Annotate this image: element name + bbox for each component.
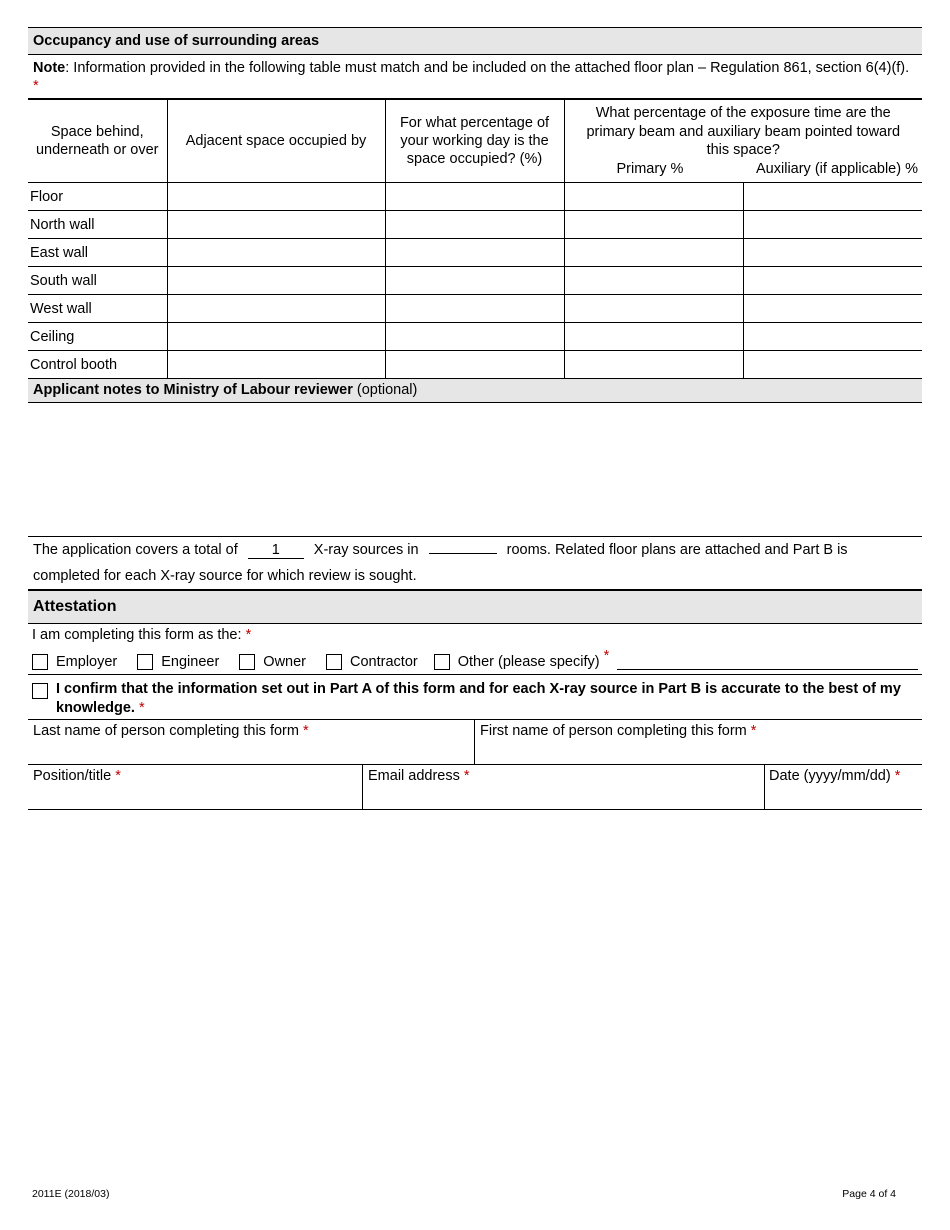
header-space xyxy=(28,100,167,183)
attestation-section-title xyxy=(28,590,922,624)
last-name-label: Last name of person completing this form xyxy=(33,723,299,739)
table-row xyxy=(28,295,922,323)
header-percentage xyxy=(385,100,564,183)
last-name-field[interactable] xyxy=(28,720,475,764)
notes-section-title xyxy=(28,379,922,403)
date-label: Date (yyyy/mm/dd) xyxy=(769,768,891,784)
notes-optional: (optional) xyxy=(352,382,418,398)
auxiliary-input[interactable] xyxy=(743,267,922,295)
header-primary: Primary % xyxy=(616,161,684,177)
header-auxiliary: Auxiliary (if applicable) % xyxy=(756,161,918,177)
row-label-west-wall: West wall xyxy=(28,295,167,323)
required-mark: * xyxy=(33,78,39,94)
sources-count-input[interactable]: 1 xyxy=(248,542,304,559)
other-label: Other (please specify) xyxy=(457,653,600,670)
contractor-label: Contractor xyxy=(350,653,418,670)
covers-statement xyxy=(28,537,922,590)
row-label-north-wall: North wall xyxy=(28,211,167,239)
role-option-owner[interactable] xyxy=(239,654,306,670)
percentage-input[interactable] xyxy=(385,351,564,379)
table-row xyxy=(28,239,922,267)
other-specify-input[interactable] xyxy=(617,653,918,670)
occupancy-table-header xyxy=(28,100,922,183)
primary-input[interactable] xyxy=(564,351,743,379)
role-prompt-text: I am completing this form as the: xyxy=(32,627,242,643)
occupancy-note xyxy=(28,55,922,99)
page-number: Page 4 of 4 xyxy=(842,1188,896,1200)
auxiliary-input[interactable] xyxy=(743,211,922,239)
row-label-control-booth: Control booth xyxy=(28,351,167,379)
contact-fields-row xyxy=(28,765,922,810)
employer-label: Employer xyxy=(56,653,118,670)
table-row xyxy=(28,267,922,295)
required-mark: * xyxy=(463,768,470,784)
occupancy-section-title xyxy=(28,27,922,55)
primary-input[interactable] xyxy=(564,267,743,295)
header-percentage-label: For what percentage of your working day is the space occupied? (%) xyxy=(399,115,550,167)
primary-input[interactable] xyxy=(564,183,743,211)
header-adjacent xyxy=(167,100,385,183)
position-title-label: Position/title xyxy=(33,768,112,784)
header-adjacent-label: Adjacent space occupied by xyxy=(185,133,367,149)
name-fields-row xyxy=(28,720,922,765)
required-mark: * xyxy=(894,768,901,784)
auxiliary-input[interactable] xyxy=(743,351,922,379)
primary-input[interactable] xyxy=(564,239,743,267)
note-text: : Information provided in the following table must match and be included on the attached floor plan – Regulation 861, section 6(4)(f). xyxy=(65,60,910,76)
header-exposure-label: What percentage of the exposure time are the primary beam and auxiliary beam pointed toward this space? xyxy=(586,105,901,158)
header-space-label: Space behind, underneath or over xyxy=(35,124,159,158)
covers-line-1 xyxy=(33,542,917,559)
row-label-south-wall: South wall xyxy=(28,267,167,295)
adjacent-input[interactable] xyxy=(167,239,385,267)
role-selection xyxy=(28,624,922,675)
required-mark: * xyxy=(303,723,309,739)
role-options xyxy=(32,647,918,670)
form-id: 2011E (2018/03) xyxy=(32,1188,110,1200)
covers-middle: X-ray sources in xyxy=(313,542,419,558)
percentage-input[interactable] xyxy=(385,323,564,351)
required-mark: * xyxy=(115,768,121,784)
percentage-input[interactable] xyxy=(385,239,564,267)
role-prompt xyxy=(32,627,251,643)
notes-textarea[interactable] xyxy=(28,403,922,537)
first-name-field[interactable] xyxy=(475,720,922,764)
percentage-input[interactable] xyxy=(385,295,564,323)
table-row xyxy=(28,211,922,239)
row-label-east-wall: East wall xyxy=(28,239,167,267)
position-title-field[interactable] xyxy=(28,765,363,809)
auxiliary-input[interactable] xyxy=(743,183,922,211)
required-mark: * xyxy=(245,627,252,643)
percentage-input[interactable] xyxy=(385,267,564,295)
covers-suffix: rooms. Related floor plans are attached and Part B is xyxy=(506,542,848,558)
form-page xyxy=(28,27,922,810)
occupancy-table xyxy=(28,99,922,379)
percentage-input[interactable] xyxy=(385,211,564,239)
role-option-other[interactable] xyxy=(434,647,610,670)
role-option-employer[interactable] xyxy=(32,654,117,670)
header-exposure xyxy=(564,100,922,183)
role-option-engineer[interactable] xyxy=(137,654,219,670)
auxiliary-input[interactable] xyxy=(743,239,922,267)
required-mark: * xyxy=(750,723,757,739)
role-option-contractor[interactable] xyxy=(326,654,418,670)
percentage-input[interactable] xyxy=(385,183,564,211)
adjacent-input[interactable] xyxy=(167,211,385,239)
first-name-label: First name of person completing this form xyxy=(480,723,747,739)
adjacent-input[interactable] xyxy=(167,183,385,211)
required-mark: * xyxy=(603,647,610,664)
email-field[interactable] xyxy=(363,765,765,809)
primary-input[interactable] xyxy=(564,211,743,239)
adjacent-input[interactable] xyxy=(167,295,385,323)
owner-label: Owner xyxy=(263,653,307,670)
date-field[interactable] xyxy=(765,765,922,809)
rooms-count-input[interactable] xyxy=(429,553,497,554)
auxiliary-input[interactable] xyxy=(743,323,922,351)
adjacent-input[interactable] xyxy=(167,351,385,379)
employer-checkbox[interactable] xyxy=(32,654,48,670)
covers-prefix: The application covers a total of xyxy=(33,542,238,558)
engineer-label: Engineer xyxy=(161,653,220,670)
row-label-floor: Floor xyxy=(28,183,167,211)
owner-checkbox[interactable] xyxy=(239,654,255,670)
notes-title: Applicant notes to Ministry of Labour reviewer xyxy=(33,382,353,398)
table-row xyxy=(28,183,922,211)
email-label: Email address xyxy=(368,768,460,784)
row-label-ceiling: Ceiling xyxy=(28,323,167,351)
table-row xyxy=(28,351,922,379)
contractor-checkbox[interactable] xyxy=(326,654,342,670)
engineer-checkbox[interactable] xyxy=(137,654,153,670)
confirm-row xyxy=(28,675,922,720)
auxiliary-input[interactable] xyxy=(743,295,922,323)
other-checkbox[interactable] xyxy=(434,654,450,670)
primary-input[interactable] xyxy=(564,295,743,323)
adjacent-input[interactable] xyxy=(167,267,385,295)
required-mark: * xyxy=(139,699,145,716)
attestation-title: Attestation xyxy=(33,598,117,615)
adjacent-input[interactable] xyxy=(167,323,385,351)
note-label: Note xyxy=(33,60,66,76)
table-row xyxy=(28,323,922,351)
confirm-statement xyxy=(56,680,918,717)
covers-line-2: completed for each X-ray source for which review is sought. xyxy=(33,568,417,584)
confirm-text: I confirm that the information set out in Part A of this form and for each X-ray source in Part B is accurate to the best of my knowledge. xyxy=(56,681,901,716)
occupancy-title: Occupancy and use of surrounding areas xyxy=(33,33,320,49)
primary-input[interactable] xyxy=(564,323,743,351)
confirm-checkbox[interactable] xyxy=(32,683,48,699)
